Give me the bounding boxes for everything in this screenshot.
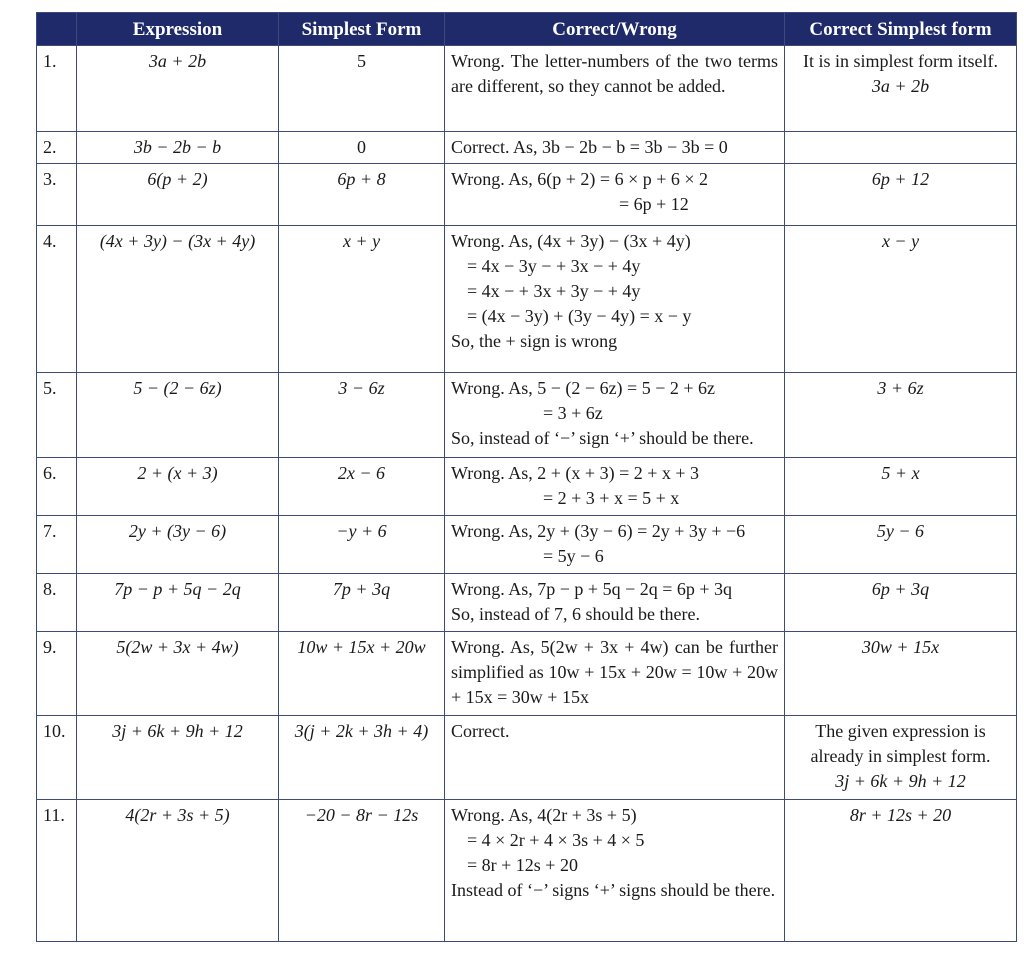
- explanation-line: So, the + sign is wrong: [451, 331, 618, 351]
- simplest-form-cell: x + y: [279, 226, 445, 373]
- table-row: [37, 632, 1017, 716]
- table-row: [37, 46, 1017, 132]
- header-correct-wrong: Correct/Wrong: [445, 13, 785, 46]
- expression-cell: 3j + 6k + 9h + 12: [77, 716, 279, 800]
- expression-cell: 2 + (x + 3): [77, 458, 279, 516]
- expression-cell: 3b − 2b − b: [77, 132, 279, 164]
- correct-form-line: The given expression is already in simplest form.: [810, 721, 991, 766]
- simplest-form-cell: −y + 6: [279, 516, 445, 574]
- table-row: [37, 132, 1017, 164]
- expression-cell: 5(2w + 3x + 4w): [77, 632, 279, 716]
- simplest-form-cell: 10w + 15x + 20w: [279, 632, 445, 716]
- expression-cell: 4(2r + 3s + 5): [77, 800, 279, 942]
- correct-wrong-cell: [445, 716, 785, 800]
- header-simplest-form: Simplest Form: [279, 13, 445, 46]
- correct-wrong-cell: [445, 632, 785, 716]
- correct-wrong-cell: [445, 164, 785, 226]
- correct-form-line: It is in simplest form itself.: [803, 51, 998, 71]
- table-row: [37, 373, 1017, 458]
- correct-wrong-cell: [445, 132, 785, 164]
- correct-wrong-cell: [445, 458, 785, 516]
- correct-form-cell: 8r + 12s + 20: [785, 800, 1017, 942]
- correct-form-line: 3a + 2b: [871, 76, 930, 96]
- header-expression: Expression: [77, 13, 279, 46]
- explanation-line: So, instead of 7, 6 should be there.: [451, 604, 700, 624]
- row-number: 7.: [37, 516, 77, 574]
- correct-form-cell: x − y: [785, 226, 1017, 373]
- row-number: 9.: [37, 632, 77, 716]
- simplest-form-cell: 3(j + 2k + 3h + 4): [279, 716, 445, 800]
- table-row: [37, 574, 1017, 632]
- row-number: 3.: [37, 164, 77, 226]
- row-number: 4.: [37, 226, 77, 373]
- expressions-table: [36, 12, 1017, 942]
- table-row: [37, 800, 1017, 942]
- header-number: [37, 13, 77, 46]
- explanation-line: Correct. As, 3b − 2b − b = 3b − 3b = 0: [451, 137, 728, 157]
- expression-cell: (4x + 3y) − (3x + 4y): [77, 226, 279, 373]
- explanation-line: = 4x − 3y − + 3x − + 4y: [467, 256, 641, 276]
- table-row: [37, 226, 1017, 373]
- correct-form-cell: [785, 716, 1017, 800]
- explanation-line: Wrong. As, 2y + (3y − 6) = 2y + 3y + −6: [451, 521, 746, 541]
- table-row: [37, 716, 1017, 800]
- explanation-line: = 2 + 3 + x = 5 + x: [543, 488, 680, 508]
- expression-cell: 3a + 2b: [77, 46, 279, 132]
- explanation-line: = 4 × 2r + 4 × 3s + 4 × 5: [467, 830, 645, 850]
- explanation-line: = (4x − 3y) + (3y − 4y) = x − y: [467, 306, 692, 326]
- row-number: 11.: [37, 800, 77, 942]
- correct-wrong-cell: [445, 574, 785, 632]
- simplest-form-cell: 2x − 6: [279, 458, 445, 516]
- expression-cell: 6(p + 2): [77, 164, 279, 226]
- row-number: 5.: [37, 373, 77, 458]
- explanation-line: = 3 + 6z: [543, 403, 603, 423]
- row-number: 10.: [37, 716, 77, 800]
- explanation-line: = 6p + 12: [619, 194, 689, 214]
- explanation-line: Wrong. As, 5(2w + 3x + 4w) can be further simplified as 10w + 15x + 20w = 10w + 20w + 15x = 30w + 15x: [451, 637, 778, 707]
- simplest-form-cell: −20 − 8r − 12s: [279, 800, 445, 942]
- correct-wrong-cell: [445, 373, 785, 458]
- simplest-form-cell: 5: [279, 46, 445, 132]
- expression-cell: 2y + (3y − 6): [77, 516, 279, 574]
- table-row: [37, 458, 1017, 516]
- explanation-line: = 4x − + 3x + 3y − + 4y: [467, 281, 641, 301]
- explanation-line: Wrong. As, 4(2r + 3s + 5): [451, 805, 637, 825]
- header-correct-simplest-form: Correct Simplest form: [785, 13, 1017, 46]
- correct-form-cell: 5 + x: [785, 458, 1017, 516]
- simplest-form-cell: 3 − 6z: [279, 373, 445, 458]
- simplest-form-cell: 6p + 8: [279, 164, 445, 226]
- explanation-line: Wrong. As, 7p − p + 5q − 2q = 6p + 3q: [451, 579, 733, 599]
- explanation-line: Wrong. As, 2 + (x + 3) = 2 + x + 3: [451, 463, 700, 483]
- explanation-line: Wrong. As, 5 − (2 − 6z) = 5 − 2 + 6z: [451, 378, 715, 398]
- row-number: 6.: [37, 458, 77, 516]
- correct-form-cell: 6p + 12: [785, 164, 1017, 226]
- correct-form-cell: [785, 46, 1017, 132]
- expression-cell: 7p − p + 5q − 2q: [77, 574, 279, 632]
- row-number: 8.: [37, 574, 77, 632]
- table-row: [37, 164, 1017, 226]
- correct-form-cell: 6p + 3q: [785, 574, 1017, 632]
- explanation-line: Wrong. As, 6(p + 2) = 6 × p + 6 × 2: [451, 169, 709, 189]
- simplest-form-cell: 7p + 3q: [279, 574, 445, 632]
- table-row: [37, 516, 1017, 574]
- explanation-line: = 8r + 12s + 20: [467, 855, 578, 875]
- explanation-line: Correct.: [451, 721, 510, 741]
- correct-form-cell: 30w + 15x: [785, 632, 1017, 716]
- simplest-form-cell: 0: [279, 132, 445, 164]
- correct-form-cell: 3 + 6z: [785, 373, 1017, 458]
- explanation-line: Wrong. The letter-numbers of the two terms are different, so they cannot be added.: [451, 51, 778, 96]
- correct-form-line: 3j + 6k + 9h + 12: [835, 771, 966, 791]
- explanation-line: = 5y − 6: [543, 546, 604, 566]
- correct-form-cell: 5y − 6: [785, 516, 1017, 574]
- correct-wrong-cell: [445, 516, 785, 574]
- explanation-line: Wrong. As, (4x + 3y) − (3x + 4y): [451, 231, 691, 251]
- header-row: [37, 13, 1017, 46]
- expression-cell: 5 − (2 − 6z): [77, 373, 279, 458]
- explanation-line: So, instead of ‘−’ sign ‘+’ should be there.: [451, 428, 754, 448]
- correct-wrong-cell: [445, 800, 785, 942]
- correct-form-cell: [785, 132, 1017, 164]
- correct-wrong-cell: [445, 46, 785, 132]
- correct-wrong-cell: [445, 226, 785, 373]
- row-number: 1.: [37, 46, 77, 132]
- explanation-line: Instead of ‘−’ signs ‘+’ signs should be there.: [451, 880, 776, 900]
- row-number: 2.: [37, 132, 77, 164]
